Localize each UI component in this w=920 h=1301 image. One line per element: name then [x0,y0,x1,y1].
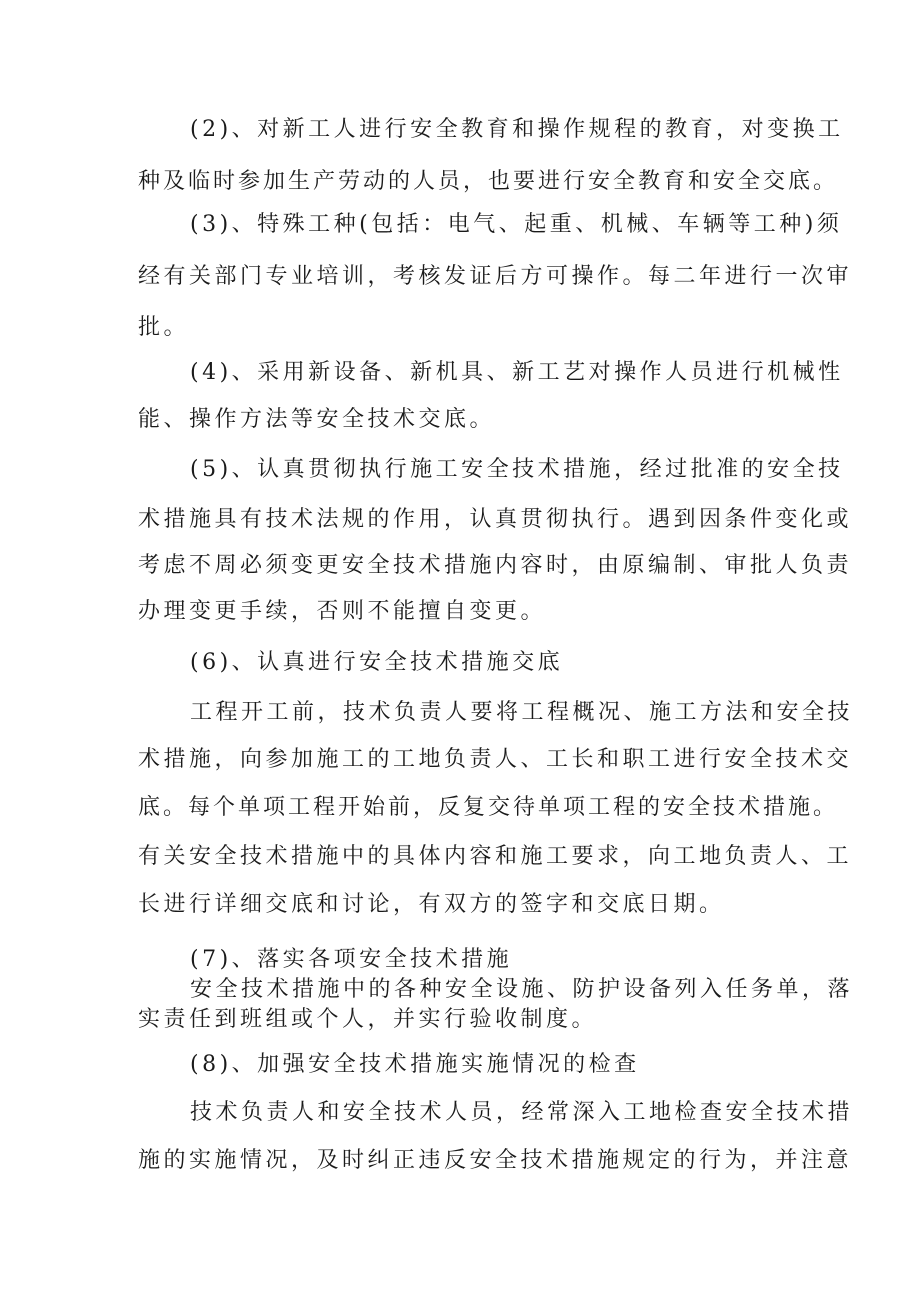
text-line: 种及临时参加生产劳动的人员，也要进行安全教育和安全交底。 [138,169,839,194]
text-line: 实责任到班组或个人，并实行验收制度。 [138,1007,598,1032]
text-line: (5)、认真贯彻执行施工安全技术措施，经过批准的安全技 [190,457,844,482]
text-line: 有关安全技术措施中的具体内容和施工要求，向工地负责人、工 [138,844,853,869]
text-line: 工程开工前，技术负责人要将工程概况、施工方法和安全技 [190,700,854,725]
text-line: 考虑不周必须变更安全技术措施内容时，由原编制、审批人负责 [138,553,853,578]
text-line: 批。 [138,315,190,340]
text-line: 术措施，向参加施工的工地负责人、工长和职工进行安全技术交 [138,747,853,772]
text-line: (8)、加强安全技术措施实施情况的检查 [190,1052,640,1077]
text-line: 术措施具有技术法规的作用，认真贯彻执行。遇到因条件变化或 [138,507,853,532]
text-line: 施的实施情况，及时纠正违反安全技术措施规定的行为，并注意 [138,1148,853,1173]
text-line: (7)、落实各项安全技术措施 [190,947,513,972]
text-line: 经有关部门专业培训，考核发证后方可操作。每二年进行一次审 [138,264,853,289]
text-line: 能、操作方法等安全技术交底。 [138,407,496,432]
text-line: (6)、认真进行安全技术措施交底 [190,650,564,675]
text-line: 技术负责人和安全技术人员，经常深入工地检查安全技术措 [190,1100,854,1125]
text-line: (2)、对新工人进行安全教育和操作规程的教育，对变换工 [190,117,844,142]
text-line: 安全技术措施中的各种安全设施、防护设备列入任务单，落 [190,977,854,1002]
text-line: 底。每个单项工程开始前，反复交待单项工程的安全技术措施。 [138,795,839,820]
text-line: (4)、采用新设备、新机具、新工艺对操作人员进行机械性 [190,360,844,385]
text-line: 办理变更手续，否则不能擅自变更。 [138,599,547,624]
text-line: 长进行详细交底和讨论，有双方的签字和交底日期。 [138,892,725,917]
text-line: (3)、特殊工种(包括：电气、起重、机械、车辆等工种)须 [190,212,843,237]
